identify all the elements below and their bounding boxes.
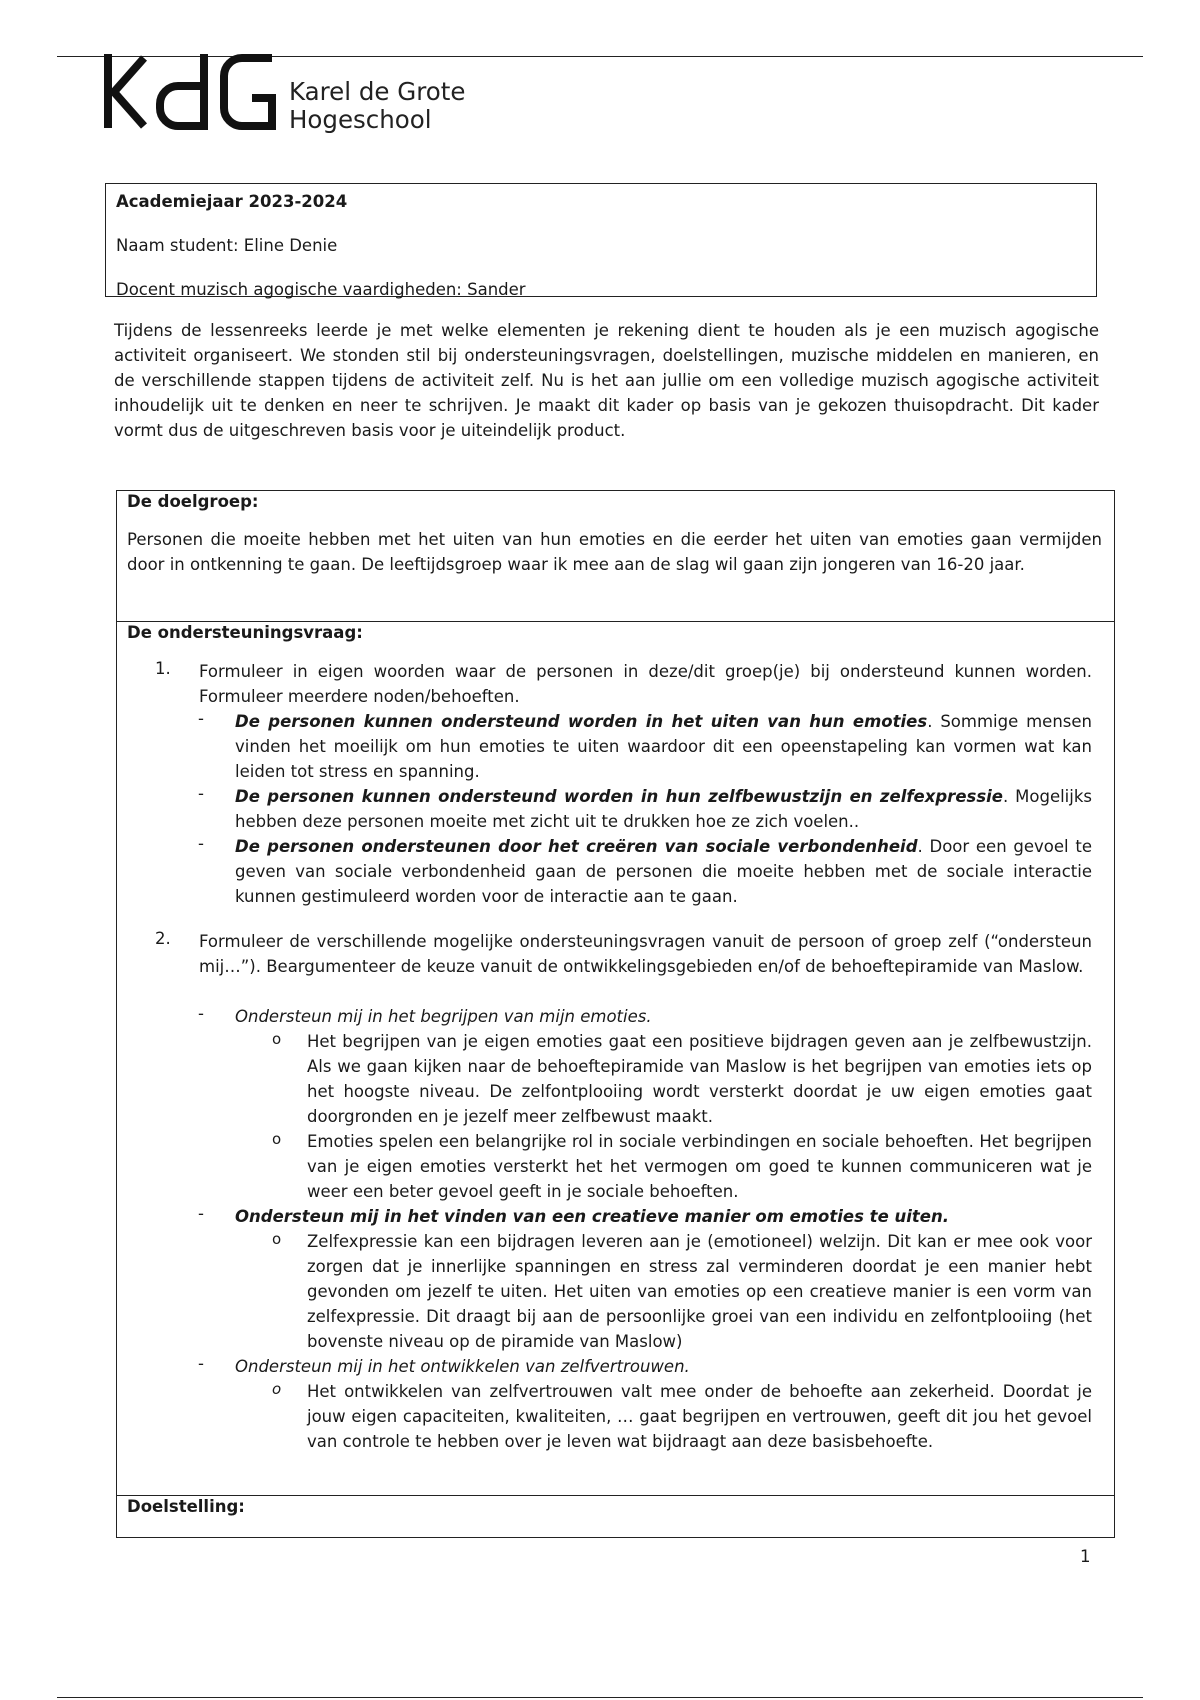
kdg-logo [104, 54, 504, 134]
dash-marker: - [198, 834, 204, 853]
support-question-1-argument-a: Het begrijpen van je eigen emoties gaat een positieve bijdragen geven aan je zelfbewustzijn. Als we gaan kijken naar de behoeftepiramide van Maslow is het begrijpen van emoties iets op het hoogste niveau. De zelfontplooiing wordt versterkt doordat je uw eigen emoties gaat doorgronden en je jezelf meer zelfbewust maakt. [307, 1032, 1092, 1126]
support-question-2-argument: Zelfexpressie kan een bijdragen leveren aan je (emotioneel) welzijn. Dit kan er mee ook voor zorgen dat je innerlijke spanningen en stress zal verminderen doordat je een manier hebt gevonden om jezelf te uiten. Het uiten van emoties op een creatieve manier is een vorm van zelfexpressie. Dit draagt bij aan de persoonlijke groei van een individu en zelfontplooiing (het bovenste niveau op de piramide van Maslow) [307, 1232, 1092, 1351]
need-2-title: De personen kunnen ondersteund worden in hun zelfbewustzijn en zelfexpressie [235, 787, 1004, 806]
dash-marker: - [198, 1004, 204, 1023]
dash-marker: - [198, 709, 204, 728]
support-question-3: Ondersteun mij in het ontwikkelen van zelfvertrouwen. [235, 1357, 690, 1376]
dash-marker: - [198, 1354, 204, 1373]
institution-name-line1: Karel de Grote [289, 77, 466, 106]
need-item [235, 784, 1092, 834]
doelgroep-text: Personen die moeite hebben met het uiten van hun emoties en die eerder het uiten van emoties gaan vermijden door in ontkenning te gaan. De leeftijdsgroep waar ik mee aan de slag wil gaan zijn jongeren van 16-20 jaar. [127, 530, 1102, 574]
need-3-text: . Door een gevoel te geven van sociale verbondenheid gaan de personen die moeite hebben met de sociale interactie kunnen gestimuleerd worden voor de interactie aan te gaan. [235, 837, 1092, 906]
question-2: Formuleer de verschillende mogelijke ondersteuningsvragen vanuit de persoon of groep zelf (“ondersteun mij…”). Beargumenteer de keuze vanuit de ontwikkelingsgebieden en/of de behoeftepiramide van Maslow. [199, 932, 1092, 976]
question-1: Formuleer in eigen woorden waar de personen in deze/dit groep(je) bij ondersteund kunnen worden. Formuleer meerdere noden/behoeften. [199, 662, 1092, 706]
student-name: Naam student: Eline Denie [116, 236, 338, 255]
doelstelling-heading: Doelstelling: [127, 1497, 245, 1516]
dash-marker: - [198, 1204, 204, 1223]
section-doelstelling [117, 1496, 1114, 1517]
question-number: 1. [155, 659, 171, 678]
support-question-2: Ondersteun mij in het vinden van een creatieve manier om emoties te uiten. [235, 1207, 949, 1226]
bullet-marker: o [272, 1380, 282, 1398]
bullet-marker: o [272, 1130, 282, 1148]
support-question-1-argument-b: Emoties spelen een belangrijke rol in sociale verbindingen en sociale behoeften. Het begrijpen van je eigen emoties versterkt het het vermogen om goed te kunnen communiceren wat je weer een beter gevoel geeft in je sociale behoeften. [307, 1132, 1092, 1201]
academic-year: Academiejaar 2023-2024 [116, 192, 348, 211]
teacher-name: Docent muzisch agogische vaardigheden: Sander [116, 280, 526, 299]
activity-table [116, 490, 1115, 1538]
section-doelgroep [117, 491, 1114, 622]
dash-marker: - [198, 784, 204, 803]
need-item [235, 709, 1092, 784]
page-number: 1 [1080, 1547, 1091, 1566]
bullet-marker: o [272, 1230, 282, 1248]
intro-paragraph: Tijdens de lessenreeks leerde je met welke elementen je rekening dient te houden als je een muzisch agogische activiteit organiseert. We stonden stil bij ondersteuningsvragen, doelstellingen, muzische middelen en manieren, en de verschillende stappen tijdens de activiteit zelf. Nu is het aan jullie om een volledige muzisch agogische activiteit inhoudelijk uit te denken en neer te schrijven. Je maakt dit kader op basis van je gekozen thuisopdracht. Dit kader vormt dus de uitgeschreven basis voor je uiteindelijk product. [114, 321, 1099, 440]
need-1-title: De personen kunnen ondersteund worden in het uiten van hun emoties [235, 712, 928, 731]
info-box [105, 183, 1097, 297]
need-3-title: De personen ondersteunen door het creëren van sociale verbondenheid [235, 837, 918, 856]
kdg-logo-mark [104, 54, 284, 134]
bullet-marker: o [272, 1030, 282, 1048]
institution-name-line2: Hogeschool [289, 105, 432, 134]
doelgroep-heading: De doelgroep: [127, 492, 259, 511]
need-1-text: . Sommige mensen vinden het moeilijk om hun emoties te uiten waardoor dit een opeenstapeling kan vormen wat kan leiden tot stress en spanning. [235, 712, 1092, 781]
section-ondersteuningsvraag [117, 622, 1114, 1496]
institution-name [289, 78, 465, 134]
ondersteuningsvraag-heading: De ondersteuningsvraag: [127, 623, 363, 642]
need-2-text: . Mogelijks hebben deze personen moeite met zicht uit te drukken hoe ze zich voelen.. [235, 787, 1093, 831]
need-item [235, 834, 1092, 909]
support-question-3-argument: Het ontwikkelen van zelfvertrouwen valt mee onder de behoefte aan zekerheid. Doordat je jouw eigen capaciteiten, kwaliteiten, … gaat begrijpen en vertrouwen, geeft dit jou het gevoel van controle te hebben over je leven wat bijdraagt aan deze basisbehoefte. [307, 1382, 1092, 1451]
question-number: 2. [155, 929, 171, 948]
footer-rule [57, 1697, 1143, 1698]
support-question-1: Ondersteun mij in het begrijpen van mijn emoties. [235, 1007, 652, 1026]
